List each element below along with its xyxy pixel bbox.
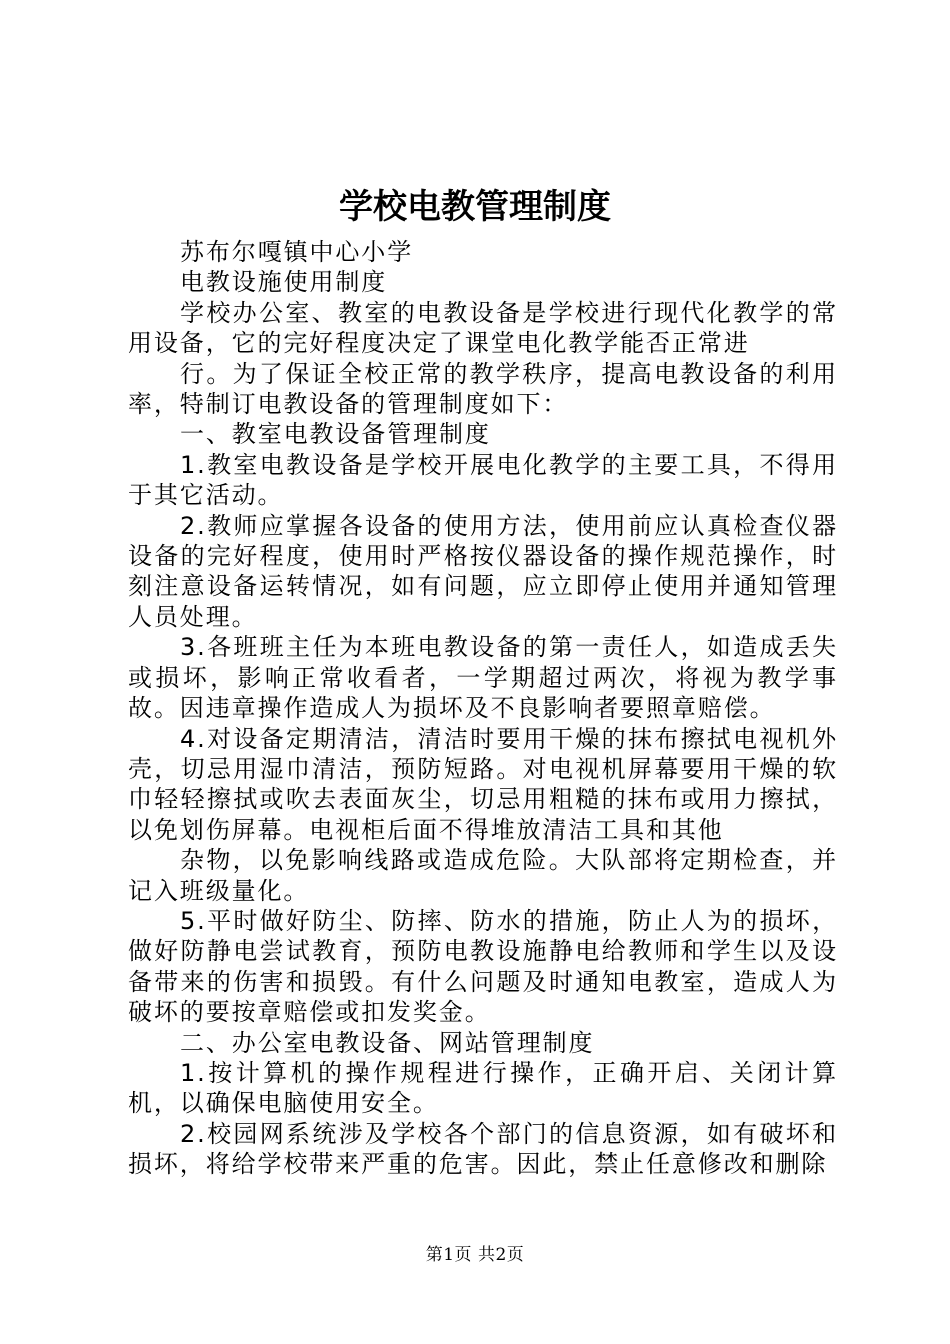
body-paragraph: 1.教室电教设备是学校开展电化教学的主要工具，不得用于其它活动。 [128, 450, 838, 510]
body-paragraph: 2.校园网系统涉及学校各个部门的信息资源，如有破坏和损坏，将给学校带来严重的危害。因此，禁止任意修改和删除 [128, 1119, 838, 1179]
section-heading: 二、办公室电教设备、网站管理制度 [180, 1028, 595, 1057]
body-paragraph: 学校办公室、教室的电教设备是学校进行现代化教学的常用设备，它的完好程度决定了课堂电化教学能否正常进 [128, 298, 838, 358]
subtitle: 电教设施使用制度 [180, 268, 388, 297]
school-name: 苏布尔嘎镇中心小学 [180, 238, 414, 266]
body-paragraph: 3.各班班主任为本班电教设备的第一责任人，如造成丢失或损坏，影响正常收看者，一学期超过两次，将视为教学事故。因违章操作造成人为损坏及不良影响者要照章赔偿。 [128, 633, 838, 723]
document-body [128, 237, 838, 1180]
section-heading: 一、教室电教设备管理制度 [180, 420, 491, 449]
document-title: 学校电教管理制度 [339, 187, 611, 227]
body-paragraph: 2.教师应掌握各设备的使用方法，使用前应认真检查仪器设备的完好程度，使用时严格按仪器设备的操作规范操作，时刻注意设备运转情况，如有问题，应立即停止使用并通知管理人员处理。 [128, 511, 838, 631]
body-paragraph: 杂物，以免影响线路或造成危险。大队部将定期检查，并记入班级量化。 [128, 846, 838, 905]
page-footer: 第1页 共2页 [425, 1245, 525, 1265]
body-paragraph: 4.对设备定期清洁，清洁时要用干燥的抹布擦拭电视机外壳，切忌用湿巾清洁，预防短路。对电视机屏幕要用干燥的软巾轻轻擦拭或吹去表面灰尘，切忌用粗糙的抹布或用力擦拭，以免划伤屏幕。电视柜后面不得堆放清洁工具和其他 [128, 724, 838, 844]
body-paragraph: 1.按计算机的操作规程进行操作，正确开启、关闭计算机，以确保电脑使用安全。 [128, 1058, 838, 1118]
body-paragraph: 行。为了保证全校正常的教学秩序，提高电教设备的利用率，特制订电教设备的管理制度如下： [128, 359, 838, 419]
body-paragraph: 5.平时做好防尘、防摔、防水的措施，防止人为的损坏，做好防静电尝试教育，预防电教设施静电给教师和学生以及设备带来的伤害和损毁。有什么问题及时通知电教室，造成人为破坏的要按章赔偿或扣发奖金。 [128, 906, 838, 1027]
